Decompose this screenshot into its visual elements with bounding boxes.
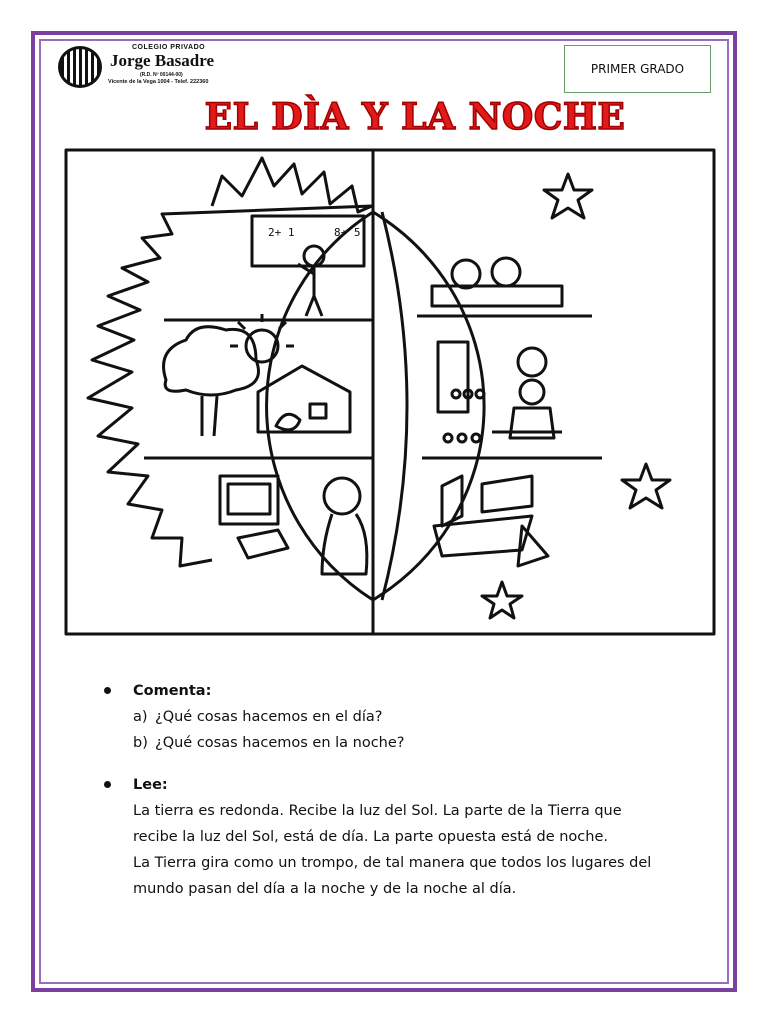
day-scene-house bbox=[164, 314, 351, 436]
night-scene-baker bbox=[438, 342, 562, 442]
reading-paragraph: La tierra es redonda. Recibe la luz del Sol. La parte de la Tierra que recibe la luz del Sol, está de día. La parte opuesta está de noche. bbox=[133, 803, 622, 845]
school-type: COLEGIO PRIVADO bbox=[132, 44, 206, 51]
comenta-heading: Comenta: bbox=[133, 683, 212, 699]
grade-label: PRIMER GRADO bbox=[564, 45, 711, 93]
lee-section bbox=[104, 772, 664, 902]
sun-rays bbox=[88, 158, 372, 566]
lee-heading: Lee: bbox=[133, 777, 168, 793]
board-text-right: 8+ 5 bbox=[334, 226, 361, 239]
board-text-left: 2+ 1 bbox=[268, 226, 295, 239]
night-scene-boat bbox=[434, 476, 548, 566]
dog-icon bbox=[276, 414, 300, 430]
reading-paragraph: La Tierra gira como un trompo, de tal manera que todos los lugares del mundo pasan del día a la noche y de la noche al día. bbox=[133, 855, 652, 897]
page-title: EL DÌA Y LA NOCHE bbox=[204, 96, 626, 138]
star-icon bbox=[622, 464, 670, 508]
bullet-icon bbox=[104, 781, 111, 788]
school-logo bbox=[58, 44, 258, 92]
worksheet-content bbox=[104, 678, 664, 918]
star-icon bbox=[482, 582, 522, 618]
bullet-icon bbox=[104, 687, 111, 694]
terminator-curve bbox=[382, 212, 407, 600]
earth-day-half bbox=[267, 212, 373, 600]
school-emblem-icon bbox=[58, 46, 102, 88]
question-label: b) bbox=[133, 735, 148, 751]
school-resolution: (R.D. Nº 00144-00) bbox=[140, 72, 183, 78]
night-scene-sleep bbox=[432, 258, 562, 306]
day-scene-computer bbox=[220, 476, 367, 574]
question-item bbox=[133, 704, 664, 730]
question-text: ¿Qué cosas hacemos en la noche? bbox=[155, 735, 405, 751]
house-icon bbox=[258, 366, 350, 432]
school-address: Vicente de la Vega 1004 - Telef. 222360 bbox=[108, 79, 209, 85]
day-night-illustration bbox=[62, 146, 720, 638]
comenta-section bbox=[104, 678, 664, 756]
school-name: Jorge Basadre bbox=[110, 51, 215, 70]
question-label: a) bbox=[133, 709, 148, 725]
star-icon bbox=[544, 174, 592, 218]
keyboard-icon bbox=[238, 530, 288, 558]
question-item bbox=[133, 730, 664, 756]
chef-hat-icon bbox=[518, 348, 546, 376]
question-text: ¿Qué cosas hacemos en el día? bbox=[155, 709, 383, 725]
